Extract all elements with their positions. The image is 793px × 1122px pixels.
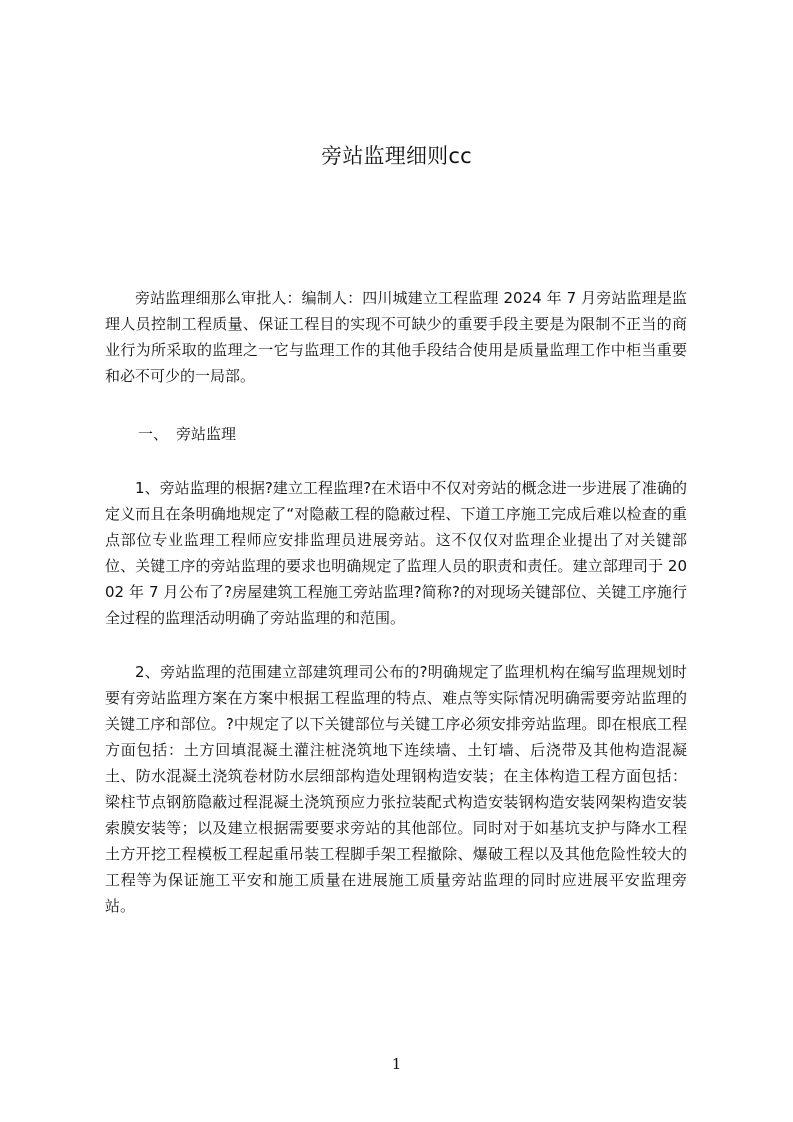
section-paragraph-scope: 2、旁站监理的范围建立部建筑理司公布的?明确规定了监理机构在编写监理规划时要有旁站监理方案在方案中根据工程监理的特点、难点等实际情况明确需要旁站监理的关键工序和部位。?中规定了以下关键部位与关键工序必须安排旁站监理。即在根底工程方面包括：土方回填混凝土灌注桩浇筑地下连续墙、土钉墙、后浇带及其他构造混凝土、防水混凝土浇筑卷材防水层细部构造处理钢构造安装；在主体构造工程方面包括：梁柱节点钢筋隐蔽过程混凝土浇筑预应力张拉装配式构造安装钢构造安装网架构造安装索膜安装等；以及建立根据需要要求旁站的其他部位。同时对于如基坑支护与降水工程土方开挖工程模板工程起重吊装工程脚手架工程撤除、爆破工程以及其他危险性较大的工程等为保证施工平安和施工质量在进展施工质量旁站监理的同时应进展平安监理旁站。 — [105, 663, 687, 915]
document-title: 旁站监理细则cc — [321, 144, 472, 168]
intro-paragraph: 旁站监理细那么审批人：编制人：四川城建立工程监理 2024 年 7 月旁站监理是监理人员控制工程质量、保证工程目的实现不可缺少的重要手段主要是为限制不正当的商业行为所采取的监理之一它与监理工作的其他手段结合使用是质量监理工作中柜当重要和必不可少的一局部。 — [105, 289, 687, 385]
section-heading-text: 旁站监理 — [176, 425, 237, 443]
section-paragraph-basis: 1、旁站监理的根据?建立工程监理?在术语中不仅对旁站的概念进一步进展了准确的定义而且在条明确地规定了“对隐蔽工程的隐蔽过程、下道工序施工完成后难以检查的重点部位专业监理工程师应安排监理员进展旁站。这不仅仅对监理企业提出了对关键部位、关键工序的旁站监理的要求也明确规定了监理人员的职责和责任。建立部理司于 2002 年 7 月公布了?房屋建筑工程施工旁站监理?简称?的对现场关键部位、关键工序施行全过程的监理活动明确了旁站监理的和范围。 — [105, 479, 687, 627]
section-heading — [138, 421, 236, 447]
section-number: 一、 — [138, 425, 169, 443]
page-number: 1 — [391, 1055, 402, 1073]
